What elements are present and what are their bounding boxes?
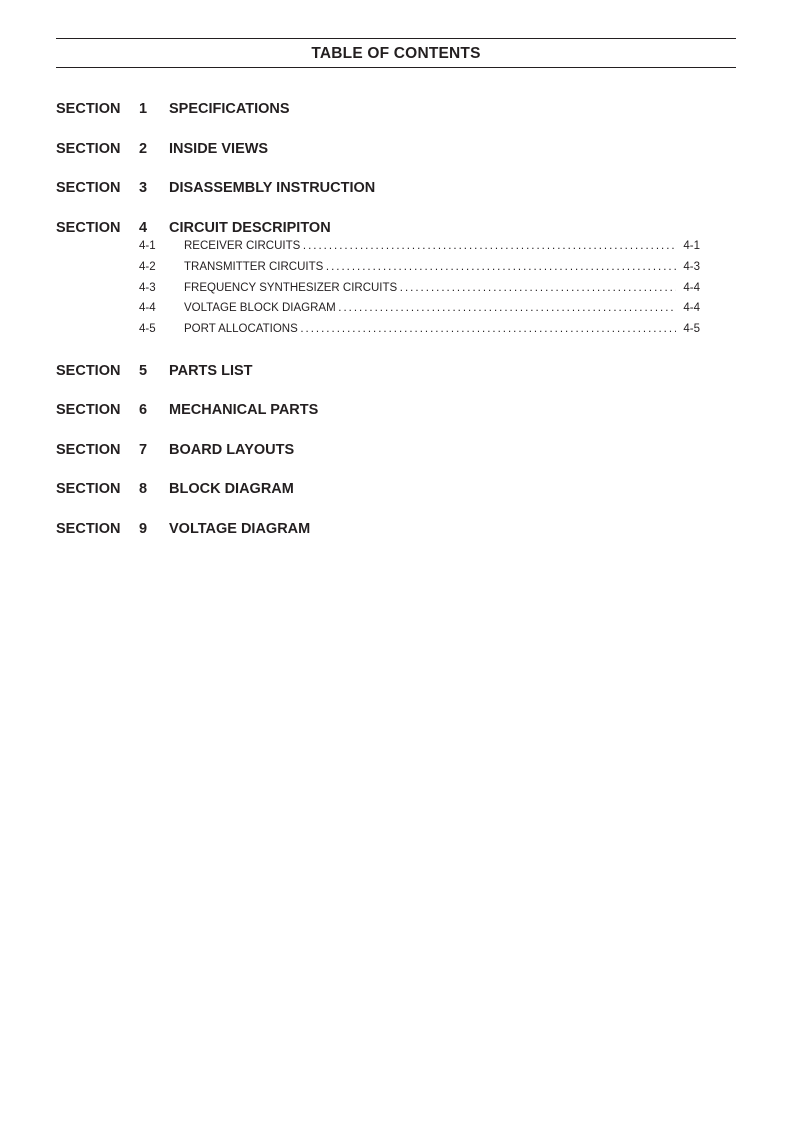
section-number: 1: [139, 101, 148, 117]
toc-subsection-4-1[interactable]: [139, 238, 700, 254]
section-number: 8: [139, 481, 148, 497]
section-number: 5: [139, 363, 148, 379]
section-title: CIRCUIT DESCRIPITON: [169, 220, 331, 236]
section-title: DISASSEMBLY INSTRUCTION: [169, 180, 376, 196]
subsection-page: 4-1: [683, 240, 700, 252]
section-label: SECTION: [56, 442, 121, 458]
section-number: 2: [139, 141, 148, 157]
section-label: SECTION: [56, 363, 121, 379]
section-title: SPECIFICATIONS: [169, 101, 290, 117]
section-label: SECTION: [56, 220, 121, 236]
subsection-number: 4-4: [139, 302, 156, 314]
section-title: VOLTAGE DIAGRAM: [169, 521, 311, 537]
section-number: 6: [139, 402, 148, 418]
subsection-page: 4-3: [683, 261, 700, 273]
page-title: TABLE OF CONTENTS: [311, 45, 481, 62]
section-number: 3: [139, 180, 148, 196]
title-bottom-rule: [56, 67, 736, 68]
section-label: SECTION: [56, 180, 121, 196]
title-top-rule: [56, 38, 736, 39]
toc-subsection-4-3[interactable]: [139, 280, 700, 296]
toc-subsection-4-5[interactable]: [139, 321, 700, 337]
section-label: SECTION: [56, 481, 121, 497]
subsection-title: RECEIVER CIRCUITS . . .: [184, 238, 676, 254]
subsection-title: VOLTAGE BLOCK DIAGRAM . . .: [184, 300, 676, 316]
section-title: MECHANICAL PARTS: [169, 402, 319, 418]
subsection-title: TRANSMITTER CIRCUITS . . .: [184, 259, 676, 275]
subsection-number: 4-1: [139, 240, 156, 252]
section-title: BLOCK DIAGRAM: [169, 481, 294, 497]
subsection-number: 4-3: [139, 282, 156, 294]
section-number: 9: [139, 521, 148, 537]
subsection-page: 4-5: [683, 323, 700, 335]
toc-subsection-4-2[interactable]: [139, 259, 700, 275]
subsection-page: 4-4: [683, 302, 700, 314]
section-label: SECTION: [56, 141, 121, 157]
section-number: 7: [139, 442, 148, 458]
subsection-title: FREQUENCY SYNTHESIZER CIRCUITS . . .: [184, 280, 676, 296]
subsection-number: 4-5: [139, 323, 156, 335]
subsection-title: PORT ALLOCATIONS . . .: [184, 321, 676, 337]
section-label: SECTION: [56, 402, 121, 418]
section-label: SECTION: [56, 101, 121, 117]
toc-subsection-4-4[interactable]: [139, 300, 700, 316]
subsection-page: 4-4: [683, 282, 700, 294]
section-title: BOARD LAYOUTS: [169, 442, 295, 458]
section-number: 4: [139, 220, 148, 236]
section-title: INSIDE VIEWS: [169, 141, 269, 157]
section-title: PARTS LIST: [169, 363, 253, 379]
subsection-number: 4-2: [139, 261, 156, 273]
section-label: SECTION: [56, 521, 121, 537]
